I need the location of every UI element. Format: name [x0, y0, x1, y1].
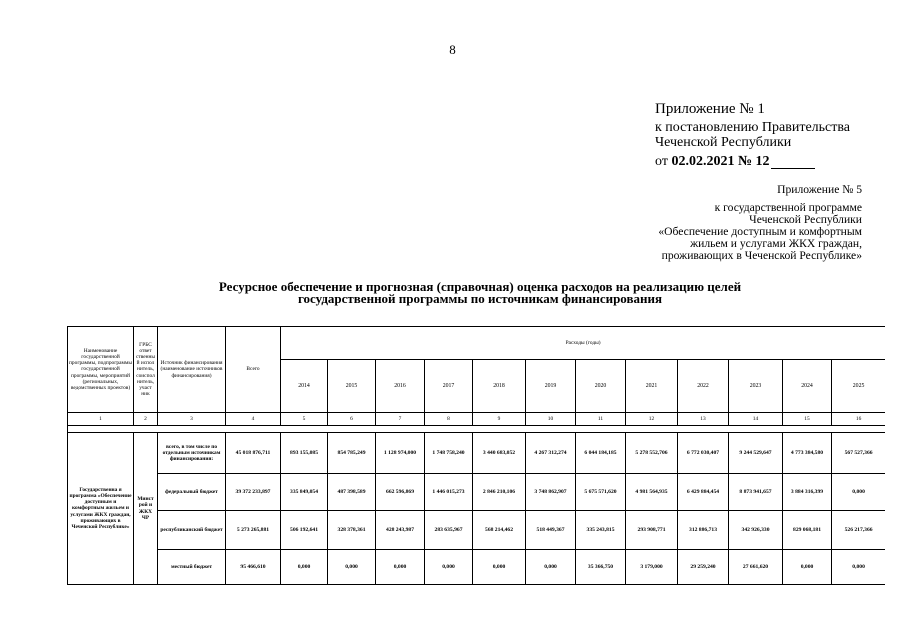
appendix-1-line1: к постановлению Правительства — [655, 120, 851, 135]
program-name-cell: Государственна я программа «Обеспечение доступным и комфортным жильем и услугами ЖКХ граждан, проживающих в Чеченской Республике» — [68, 433, 134, 585]
appendix-5-title: Приложение № 5 — [777, 183, 862, 196]
appendix-1-line2: Чеченской Республики — [655, 135, 792, 150]
column-number: 16 — [832, 413, 886, 426]
column-number: 8 — [425, 413, 473, 426]
value-cell: 6 429 884,454 — [678, 474, 729, 511]
header-year: 2021 — [626, 360, 678, 413]
value-cell: 293 908,771 — [626, 511, 678, 550]
value-cell: 1 446 015,273 — [425, 474, 473, 511]
page-number: 8 — [449, 42, 456, 57]
value-cell: 829 068,181 — [783, 511, 832, 550]
header-year: 2023 — [729, 360, 783, 413]
value-cell: 662 596,869 — [376, 474, 425, 511]
column-number: 14 — [729, 413, 783, 426]
appendix-1-block — [655, 102, 895, 169]
date-prefix: от — [655, 154, 672, 169]
value-cell: 0,000 — [783, 550, 832, 585]
value-cell: 3 179,000 — [626, 550, 678, 585]
appendix-5-line3: «Обеспечение доступным и комфортным — [658, 225, 862, 238]
table-row — [68, 550, 886, 585]
value-cell: 893 155,085 — [281, 433, 328, 474]
value-cell: 1 128 974,000 — [376, 433, 425, 474]
date-value: 02.02.2021 № 12 — [671, 154, 770, 169]
value-cell: 518 449,367 — [526, 511, 576, 550]
column-number-row — [68, 413, 886, 426]
value-cell: 335 243,815 — [576, 511, 626, 550]
column-number: 12 — [626, 413, 678, 426]
appendix-5-block — [560, 184, 862, 262]
value-cell: 526 217,366 — [832, 511, 886, 550]
column-number: 13 — [678, 413, 729, 426]
value-cell: 4 773 384,580 — [783, 433, 832, 474]
total-cell: 45 018 876,711 — [226, 433, 281, 474]
column-number: 3 — [158, 413, 226, 426]
value-cell: 854 785,249 — [328, 433, 376, 474]
value-cell: 6 772 030,407 — [678, 433, 729, 474]
document-title-line1: Ресурсное обеспечение и прогнозная (справочная) оценка расходов на реализацию целей — [218, 279, 742, 294]
value-cell: 27 661,620 — [729, 550, 783, 585]
header-year: 2018 — [473, 360, 526, 413]
value-cell: 9 244 529,647 — [729, 433, 783, 474]
value-cell: 283 635,967 — [425, 511, 473, 550]
value-cell: 335 849,054 — [281, 474, 328, 511]
header-year: 2025 — [832, 360, 886, 413]
value-cell: 4 981 564,935 — [626, 474, 678, 511]
value-cell: 2 846 210,106 — [473, 474, 526, 511]
header-year: 2016 — [376, 360, 425, 413]
column-number: 7 — [376, 413, 425, 426]
header-expenses: Расходы (годы) — [281, 327, 886, 360]
value-cell: 35 366,750 — [576, 550, 626, 585]
date-underline — [771, 156, 815, 169]
value-cell: 4 267 312,274 — [526, 433, 576, 474]
column-number: 6 — [328, 413, 376, 426]
header-year: 2017 — [425, 360, 473, 413]
value-cell: 487 398,589 — [328, 474, 376, 511]
source-cell: местный бюджет — [158, 550, 226, 585]
value-cell: 8 873 941,657 — [729, 474, 783, 511]
value-cell: 0,000 — [832, 474, 886, 511]
header-row-1 — [68, 327, 886, 360]
appendix-1-date — [655, 154, 895, 169]
value-cell: 567 527,366 — [832, 433, 886, 474]
appendix-5-line1: к государственной программе — [714, 201, 862, 214]
document-title-line2: государственной программы по источникам финансирования — [297, 291, 663, 306]
column-number: 11 — [576, 413, 626, 426]
appendix-5-line5: проживающих в Чеченской Республике» — [661, 249, 862, 262]
value-cell: 312 886,713 — [678, 511, 729, 550]
column-number: 5 — [281, 413, 328, 426]
column-number: 1 — [68, 413, 134, 426]
column-number: 9 — [473, 413, 526, 426]
header-grbs: ГРБС ответ ственный испол нитель, соиспол нитель, участ ник — [134, 327, 158, 413]
value-cell: 0,000 — [328, 550, 376, 585]
value-cell: 3 884 316,399 — [783, 474, 832, 511]
value-cell: 506 192,641 — [281, 511, 328, 550]
total-cell: 5 273 265,881 — [226, 511, 281, 550]
source-cell: федеральный бюджет — [158, 474, 226, 511]
spacer-row — [68, 426, 886, 433]
header-total: Всего — [226, 327, 281, 413]
value-cell: 0,000 — [376, 550, 425, 585]
value-cell: 5 675 571,620 — [576, 474, 626, 511]
value-cell: 328 378,361 — [328, 511, 376, 550]
value-cell: 0,000 — [281, 550, 328, 585]
total-cell: 39 372 233,897 — [226, 474, 281, 511]
document-title — [130, 281, 830, 305]
column-number: 10 — [526, 413, 576, 426]
value-cell: 428 243,987 — [376, 511, 425, 550]
column-number: 2 — [134, 413, 158, 426]
value-cell: 3 440 683,052 — [473, 433, 526, 474]
value-cell: 5 278 552,706 — [626, 433, 678, 474]
table-row — [68, 433, 886, 474]
column-number: 15 — [783, 413, 832, 426]
table-row — [68, 474, 886, 511]
appendix-1-title: Приложение № 1 — [655, 101, 765, 117]
value-cell: 0,000 — [526, 550, 576, 585]
value-cell: 29 259,240 — [678, 550, 729, 585]
value-cell: 342 926,330 — [729, 511, 783, 550]
value-cell: 568 214,462 — [473, 511, 526, 550]
header-year: 2014 — [281, 360, 328, 413]
grbs-name-cell: Минст рой и ЖКХ ЧР — [134, 433, 158, 585]
source-cell: республиканский бюджет — [158, 511, 226, 550]
column-number: 4 — [226, 413, 281, 426]
header-year: 2024 — [783, 360, 832, 413]
value-cell: 0,000 — [425, 550, 473, 585]
value-cell: 3 748 862,907 — [526, 474, 576, 511]
header-source: Источник финансирования (наименование источников финансирования) — [158, 327, 226, 413]
header-year: 2015 — [328, 360, 376, 413]
table-row — [68, 511, 886, 550]
header-year: 2019 — [526, 360, 576, 413]
total-cell: 95 466,610 — [226, 550, 281, 585]
finance-table — [67, 326, 885, 585]
value-cell: 6 044 184,185 — [576, 433, 626, 474]
finance-table-container — [67, 326, 885, 592]
spacer-cell — [68, 426, 886, 433]
value-cell: 1 748 758,240 — [425, 433, 473, 474]
value-cell: 0,000 — [832, 550, 886, 585]
source-cell: всего, в том числе по отдельным источникам финансирования: — [158, 433, 226, 474]
header-year: 2020 — [576, 360, 626, 413]
header-program: Наименование государственной программы, подпрограммы государственной программы, мероприятий (региональных, ведомственных проектов) — [68, 327, 134, 413]
value-cell: 0,000 — [473, 550, 526, 585]
appendix-5-line2: Чеченской Республики — [749, 213, 862, 226]
header-year: 2022 — [678, 360, 729, 413]
appendix-5-line4: жильем и услугами ЖКХ граждан, — [690, 237, 862, 250]
